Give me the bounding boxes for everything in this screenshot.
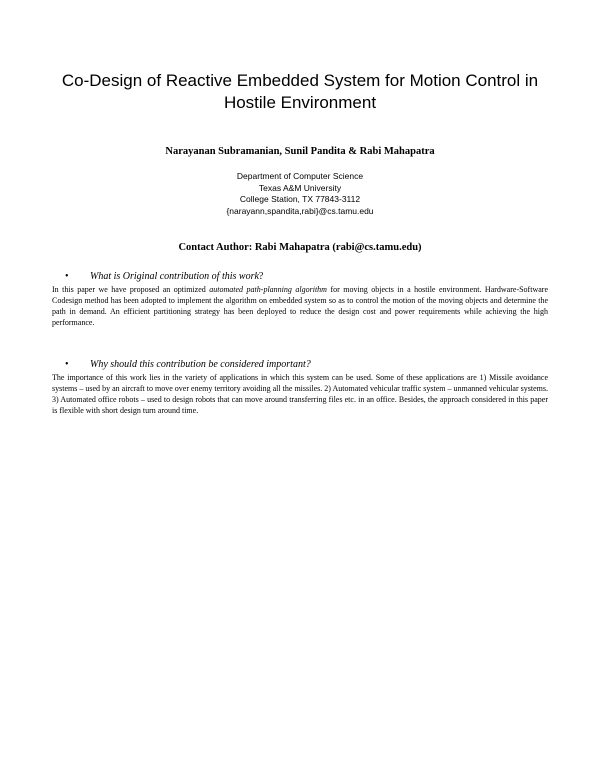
affiliation-address: College Station, TX 77843-3112 bbox=[239, 194, 361, 204]
section-question bbox=[52, 358, 548, 371]
affiliation-emails: {narayann,spandita,rabi}@cs.tamu.edu bbox=[226, 205, 374, 216]
bullet-icon: • bbox=[65, 271, 69, 282]
paper-title bbox=[40, 70, 560, 114]
affiliation-university: Texas A&M University bbox=[258, 182, 342, 193]
affiliation-department: Department of Computer Science bbox=[236, 171, 364, 181]
section-paragraph bbox=[52, 284, 548, 328]
paragraph-text-a: In this paper we have proposed an optimized bbox=[52, 285, 210, 294]
question-text: Why should this contribution be considered important? bbox=[90, 359, 311, 370]
section-importance bbox=[52, 358, 548, 416]
section-paragraph: The importance of this work lies in the variety of applications in which this system can be used. Some of these applications are 1) Missile avoidance systems – used by an aircraft to move over enemy territory avoiding all the missiles. 2) Automated vehicular traffic system – unmanned vehicular systems. 3) Automated office robots – used to design robots that can move around transferring files etc. in an office. Besides, the approach considered in this paper is flexible with short design turn around time. bbox=[52, 373, 548, 415]
contact-author: Contact Author: Rabi Mahapatra (rabi@cs.tamu.edu) bbox=[178, 242, 422, 253]
question-mark: ? bbox=[258, 271, 264, 282]
paragraph-emphasis: automated path-planning algorithm bbox=[209, 285, 327, 294]
affiliation-block bbox=[100, 171, 500, 217]
title-line-2: Hostile Environment bbox=[223, 93, 377, 112]
title-line-1: Co-Design of Reactive Embedded System for Motion Control in bbox=[61, 71, 539, 90]
question-text: What is Original contribution of this work bbox=[90, 271, 259, 282]
bullet-icon: • bbox=[65, 359, 69, 370]
author-list: Narayanan Subramanian, Sunil Pandita & Rabi Mahapatra bbox=[165, 146, 435, 157]
section-original-contribution bbox=[52, 270, 548, 328]
paragraph-text-b: for moving objects in a hostile environment. Hardware-Software Codesign method has been adopted to implement the algorithm on embedded system so as to control the motion of the moving objects and determine the path in demand. An efficient partitioning strategy has been deployed to reduce the design cost and power requirements while achieving the high performance. bbox=[52, 285, 548, 327]
section-question bbox=[52, 270, 548, 283]
